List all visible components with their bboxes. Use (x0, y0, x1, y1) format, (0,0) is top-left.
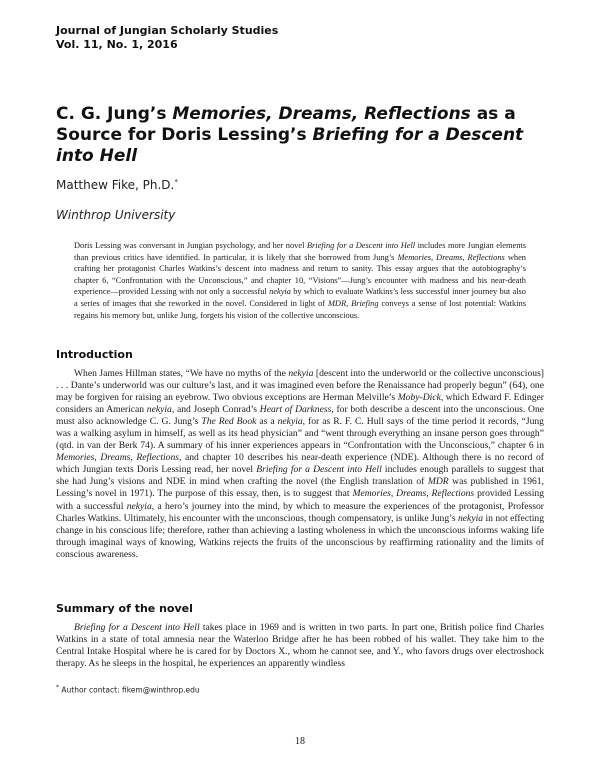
intro-text-italic: MDR (427, 476, 449, 488)
intro-text: provided Lessing with a successful (56, 488, 545, 512)
abstract-text-italic: MDR, Briefing (327, 298, 379, 308)
footnote-mark: * (56, 684, 59, 691)
title-part-italic: Briefing for a Descent into Hell (56, 125, 524, 166)
intro-text-italic: The Red Book (201, 416, 257, 428)
abstract-text: Doris Lessing was conversant in Jungian psychology, and her novel (74, 241, 307, 250)
intro-text-italic: nekyia (458, 512, 484, 524)
intro-text: was published in 1961, Lessing’s novel in 1971). The purpose of this essay, then, is to suggest that (56, 476, 544, 500)
abstract-text: includes more Jungian elements than previous critics have identified. In particular, it is likely that she borrowed from Jung’s (74, 241, 526, 262)
abstract-text: by which to evaluate Watkins’s less successful inner journey but also a series of images that she reworked in the novel. Considered in light of (74, 287, 526, 308)
intro-text: includes enough parallels to suggest that she had Jung’s visions and NDE in mind when crafting the novel (the English translation of (56, 464, 544, 488)
intro-text-italic: Briefing for a Descent into Hell (256, 464, 382, 476)
intro-text-italic: Moby-Dick (397, 392, 441, 404)
author-name: Matthew Fike, Ph.D. (56, 178, 175, 192)
abstract-text-italic: Memories, Dreams, Reflections (397, 252, 505, 262)
intro-text-italic: Heart of Darkness (259, 404, 332, 416)
footnote-text: Author contact: fikem@winthrop.edu (59, 685, 200, 695)
intro-text: , for both describe a descent into the unconscious. One must also acknowledge C. G. Jung’s (56, 404, 544, 428)
intro-text: , which Edward F. Edinger considers an American (56, 392, 544, 416)
intro-text-italic: Memories, Dreams, Reflections (352, 488, 475, 500)
intro-text-italic: nekyia (146, 404, 172, 416)
summary-heading: Summary of the novel (56, 602, 193, 615)
introduction-heading: Introduction (56, 348, 133, 361)
abstract-text: conveys a sense of lost potential: Watkins regains his memory but, unlike Jung, forgets his vision of the collective unconscious. (74, 298, 526, 320)
page-number: 18 (295, 736, 305, 747)
author-affiliation: Winthrop University (56, 208, 176, 222)
intro-text: in not effecting change in his conscious life; therefore, rather than achieving a lasting wholeness in which the unconscious informs waking life through imaginal ways of knowing, Watkins rejects the fruits of the unconscious by reaffirming rationality and the limits of conscious awareness. (56, 512, 544, 560)
intro-text: , for as R. F. C. Hull says of the time period it records, “Jung was a walking asylum in himself, as well as its head physician” and “went through everything an insane person goes through” (qtd. in van der Berk 74). A summary of his inner experiences appears in “Confrontation with the Unconscious,” chapter 6 in (56, 416, 544, 452)
abstract-text-italic: nekyia (269, 287, 291, 297)
intro-text-italic: Memories, Dreams, Reflections (56, 452, 179, 464)
article-title (56, 104, 556, 167)
author-line (56, 178, 178, 192)
intro-text: [descent into the underworld or the collective unconscious] . . . Dante’s underworld was our culture’s last, and it was imagined even before the Renaissance had properly begun” (64), one may be forgiven for raising an eyebrow. Two obvious exceptions are Herman Melville’s (56, 368, 544, 404)
journal-header (56, 24, 278, 52)
abstract-text-italic: Briefing for a Descent into Hell (306, 241, 416, 250)
summary-paragraph (56, 622, 544, 670)
intro-text: , and chapter 10 describes his near-death experience (NDE). Although there is no record of which Jungian texts Doris Lessing read, her novel (56, 452, 544, 476)
intro-text: , a hero’s journey into the mind, by which to measure the experiences of the protagonist, Professor Charles Watkins. Ultimately, his encounter with the unconscious, though compensatory, is unlike Jung’s (56, 500, 544, 524)
footnote (56, 684, 200, 695)
introduction-paragraph (56, 368, 544, 561)
intro-text: When James Hillman states, “We have no myths of the (74, 368, 289, 379)
summary-text-italic: Briefing for a Descent into Hell (74, 622, 200, 633)
title-part: C. G. Jung’s (56, 104, 173, 124)
summary-text: takes place in 1969 and is written in two parts. In part one, British police find Charles Watkins in a state of total amnesia near the Waterloo Bridge after he has been robbed of his wallet. They take him to the Central Intake Hospital where he is cared for by Doctors X., whom he cannot see, and Y., who favors drugs over electroshock therapy. As he sleeps in the hospital, he experiences an apparently windless (56, 622, 544, 670)
intro-text-italic: nekyia (126, 500, 152, 512)
intro-text-italic: nekyia (277, 416, 303, 428)
title-part: as a Source for Doris Lessing’s (56, 104, 516, 145)
abstract (74, 240, 526, 321)
intro-text-italic: nekyia (288, 368, 314, 379)
abstract-text: when crafting her protagonist Charles Watkins’s descent into madness and return to sanity. This essay argues that the autobiography’s chapter 6, “Confrontation with the Unconscious,” and chapter 10, “Visions”—Jung’s encounter with madness and his near-death experience—provided Lessing with not only a successful (74, 252, 526, 297)
intro-text: , and Joseph Conrad’s (171, 404, 260, 416)
intro-text: as a (256, 416, 278, 428)
author-footnote-mark: * (174, 178, 178, 186)
journal-name: Journal of Jungian Scholarly Studies (56, 24, 279, 37)
journal-volume: Vol. 11, No. 1, 2016 (56, 38, 178, 51)
title-part-italic: Memories, Dreams, Reflections (172, 104, 471, 124)
